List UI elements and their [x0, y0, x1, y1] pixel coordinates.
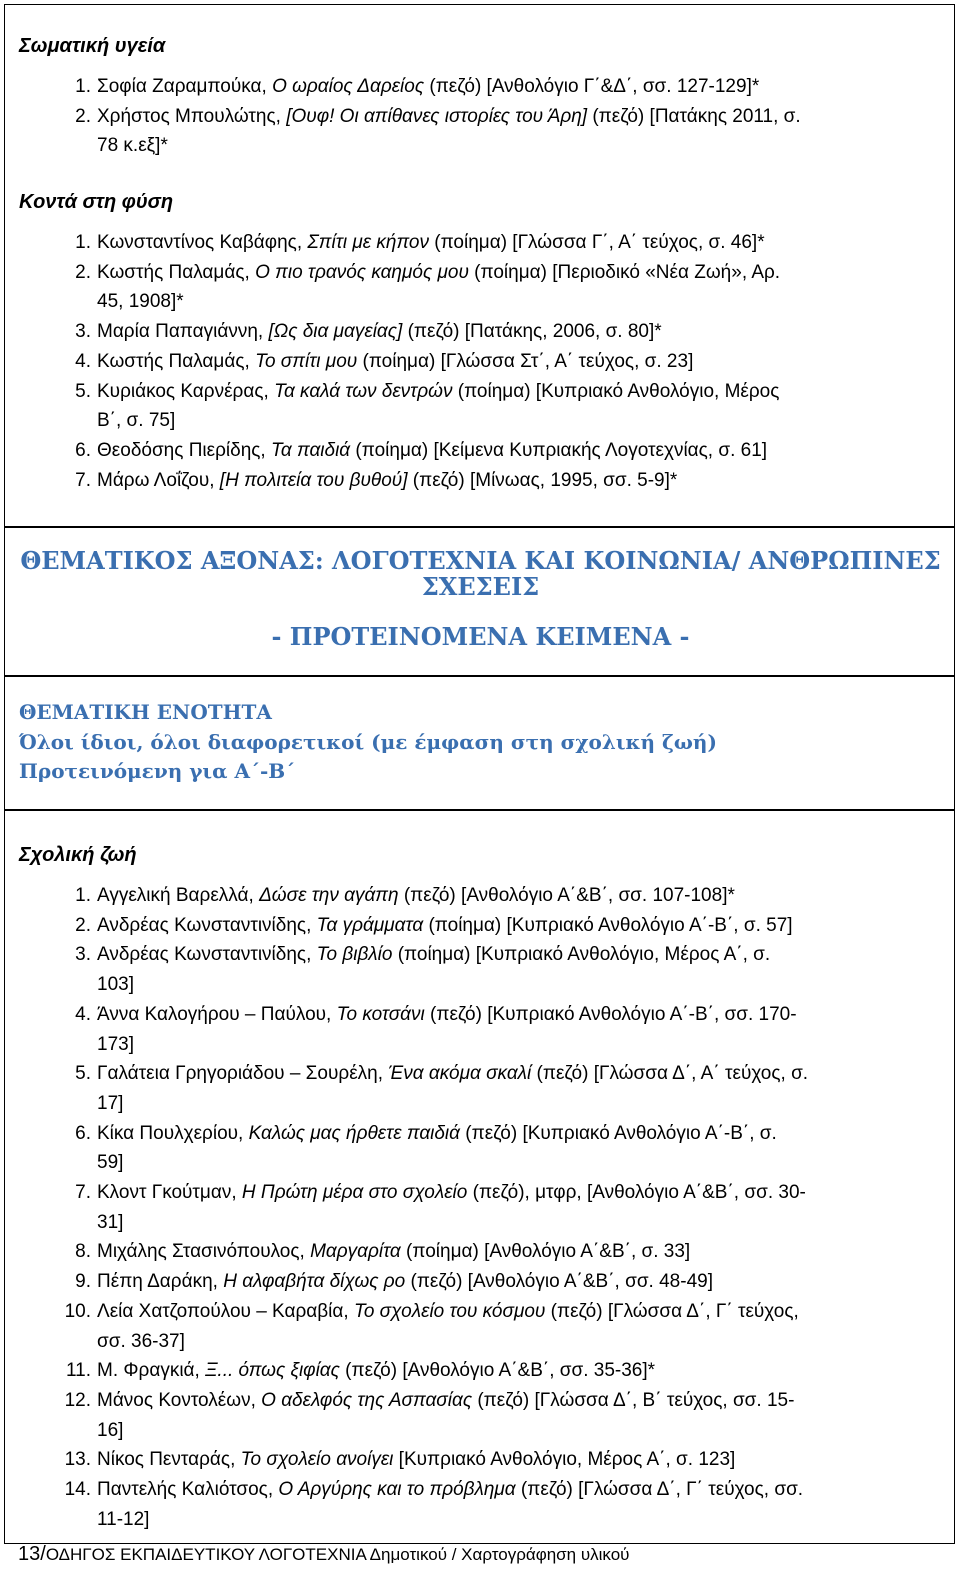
item-number: 1. — [75, 232, 91, 253]
item-author: Μ. Φραγκιά, — [97, 1360, 206, 1382]
axis-title-line1: ΘΕΜΑΤΙΚΟΣ ΑΞΟΝΑΣ: ΛΟΓΟΤΕΧΝΙΑ ΚΑΙ ΚΟΙΝΩΝΙΑ/ ΑΝΘΡΩΠΙΝΕΣ — [20, 546, 941, 575]
item-work-title: [Η πολιτεία του βυθού] — [219, 469, 408, 491]
list-item — [75, 911, 937, 941]
item-details-continued: 45, 1908]* — [97, 291, 184, 313]
proposed-texts-heading: - ΠΡΟΤΕΙΝΟΜΕΝΑ ΚΕΙΜΕΝΑ - — [271, 622, 690, 651]
item-author: Μάρω Λοΐζου, — [97, 469, 220, 491]
item-work-title: Το σχολείο του κόσμου — [353, 1300, 546, 1322]
item-author: Νίκος Πενταράς, — [97, 1449, 241, 1471]
item-details: (ποίημα) [Κυπριακό Ανθολόγιο, Μέρος — [452, 380, 780, 402]
list-item — [75, 940, 937, 999]
item-work-title: Η αλφαβήτα δίχως ρο — [223, 1271, 406, 1293]
item-details-continued: 78 κ.εξ]* — [97, 135, 168, 157]
list-item — [75, 317, 937, 347]
item-details: (ποίημα) [Περιοδικό «Νέα Ζωή», Αρ. — [468, 261, 781, 283]
item-details: (πεζό) [Γλώσσα Δ΄, Α΄ τεύχος, σ. — [531, 1063, 809, 1085]
item-details: (ποίημα) [Γλώσσα Γ΄, Α΄ τεύχος, σ. 46]* — [428, 232, 765, 253]
item-author: Μάνος Κοντολέων, — [97, 1389, 262, 1411]
item-author: Ανδρέας Κωνσταντινίδης, — [97, 914, 317, 936]
item-number: 9. — [75, 1271, 91, 1293]
item-details: (πεζό) [Γλώσσα Δ΄, Γ΄ τεύχος, σσ. — [515, 1479, 804, 1500]
item-work-title: Ο αδελφός της Ασπασίας — [261, 1389, 473, 1411]
item-details: (πεζό) [Γλώσσα Δ΄, Β΄ τεύχος, σσ. 15- — [472, 1389, 795, 1411]
item-number: 4. — [75, 350, 91, 372]
item-details: (πεζό) [Κυπριακό Ανθολόγιο Α΄-Β΄, σ. — [460, 1122, 777, 1144]
item-details: [Κυπριακό Ανθολόγιο, Μέρος Α΄, σ. 123] — [393, 1449, 736, 1471]
item-author: Αγγελική Βαρελλά, — [97, 885, 260, 906]
item-details-continued: 31] — [97, 1211, 124, 1233]
item-details-continued: 173] — [97, 1033, 134, 1055]
list-item — [75, 102, 937, 161]
item-work-title: [Ως δια μαγείας] — [268, 321, 403, 343]
list-item — [75, 1000, 937, 1059]
item-author: Κίκα Πουλχερίου, — [97, 1122, 249, 1144]
section-cell-school-life — [4, 809, 955, 1544]
item-work-title: Δώσε την αγάπη — [259, 885, 399, 906]
item-details: (ποίημα) [Ανθολόγιο Α΄&Β΄, σ. 33] — [400, 1241, 691, 1263]
item-work-title: Η Πρώτη μέρα στο σχολείο — [241, 1182, 468, 1203]
item-number: 1. — [75, 76, 91, 97]
item-details-continued: 16] — [97, 1419, 124, 1441]
list-item — [64, 1475, 937, 1534]
item-author: Κυριάκος Καρνέρας, — [97, 380, 275, 402]
thematic-unit-grade: Προτεινόμενη για Α΄-Β΄ — [19, 759, 296, 783]
item-details: (πεζό) [Γλώσσα Δ΄, Γ΄ τεύχος, — [545, 1300, 799, 1322]
list-item — [75, 258, 937, 317]
document-page — [4, 4, 955, 1548]
item-author: Κωστής Παλαμάς, — [97, 261, 256, 283]
section-cell-health-nature — [4, 4, 955, 528]
item-details: (ποίημα) [Κείμενα Κυπριακής Λογοτεχνίας, σ. 61] — [350, 439, 768, 461]
item-details: (πεζό) [Ανθολόγιο Α΄&Β΄, σσ. 35-36]* — [339, 1360, 656, 1382]
section-title-health: Σωματική υγεία — [19, 35, 166, 57]
item-work-title: Ο ωραίος Δαρείος — [272, 76, 425, 97]
item-details-continued: 59] — [97, 1152, 124, 1174]
item-details: (ποίημα) [Κυπριακό Ανθολόγιο, Μέρος Α΄, σ. — [392, 944, 771, 966]
item-author: Κλοντ Γκούτμαν, — [97, 1182, 242, 1203]
item-author: Σοφία Ζαραμπούκα, — [97, 76, 273, 97]
item-author: Χρήστος Μπουλώτης, — [97, 105, 287, 127]
list-item — [64, 1386, 937, 1445]
item-work-title: Το κοτσάνι — [336, 1003, 425, 1025]
item-work-title: Το σπίτι μου — [255, 350, 358, 372]
list-item — [75, 466, 937, 496]
item-details-continued: 17] — [97, 1092, 124, 1114]
list-item — [75, 1119, 937, 1178]
axis-title-line2: ΣΧΕΣΕΙΣ — [421, 572, 540, 601]
item-details: (πεζό) [Πατάκης 2011, σ. — [587, 105, 801, 127]
item-author: Μιχάλης Στασινόπουλος, — [97, 1241, 311, 1263]
item-details: (ποίημα) [Γλώσσα Στ΄, Α΄ τεύχος, σ. 23] — [357, 350, 694, 372]
item-work-title: Ξ... όπως ξιφίας — [205, 1360, 340, 1382]
item-number: 7. — [75, 1182, 91, 1203]
item-work-title: Σπίτι με κήπον — [307, 232, 429, 253]
list-item — [75, 1237, 937, 1267]
item-number: 14. — [64, 1479, 91, 1500]
item-details-continued: Β΄, σ. 75] — [97, 410, 176, 432]
item-work-title: Ο Αργύρης και το πρόβλημα — [278, 1479, 516, 1500]
page-footer — [18, 1543, 629, 1566]
item-work-title: Το βιβλίο — [316, 944, 393, 966]
item-number: 5. — [75, 1063, 91, 1085]
item-work-title: Τα παιδιά — [271, 439, 351, 461]
item-details: (πεζό) [Κυπριακό Ανθολόγιο Α΄-Β΄, σσ. 170- — [424, 1003, 797, 1025]
item-work-title: Τα καλά των δεντρών — [274, 380, 453, 402]
item-number: 3. — [75, 944, 91, 966]
list-item — [75, 881, 937, 911]
item-details-continued: 103] — [97, 974, 134, 996]
item-details: (πεζό) [Πατάκης, 2006, σ. 80]* — [402, 321, 662, 343]
item-number: 3. — [75, 321, 91, 343]
item-number: 11. — [65, 1360, 91, 1382]
item-number: 4. — [75, 1003, 91, 1025]
thematic-unit-title: Όλοι ίδιοι, όλοι διαφορετικοί (με έμφαση στη σχολική ζωή) — [19, 730, 717, 754]
thematic-unit-cell — [4, 675, 955, 811]
item-author: Κωστής Παλαμάς, — [97, 350, 256, 372]
list-item — [75, 1178, 937, 1237]
item-author: Κωνσταντίνος Καβάφης, — [97, 232, 308, 253]
section-title-school-life: Σχολική ζωή — [19, 844, 137, 866]
item-number: 1. — [75, 885, 91, 906]
item-work-title: Τα γράμματα — [316, 914, 424, 936]
item-author: Παντελής Καλιότσος, — [97, 1479, 279, 1500]
page-number: 13/ — [18, 1543, 46, 1565]
list-item — [64, 1445, 937, 1475]
list-item — [64, 1297, 937, 1356]
list-item — [75, 1267, 937, 1297]
item-number: 2. — [75, 914, 91, 936]
item-work-title: Ένα ακόμα σκαλί — [388, 1063, 532, 1085]
item-work-title: Το σχολείο ανοίγει — [240, 1449, 394, 1471]
item-details: (πεζό) [Ανθολόγιο Γ΄&Δ΄, σσ. 127-129]* — [424, 76, 760, 97]
item-number: 7. — [75, 469, 91, 491]
item-work-title: Ο πιο τρανός καημός μου — [255, 261, 469, 283]
item-author: Γαλάτεια Γρηγοριάδου – Σουρέλη, — [97, 1063, 389, 1085]
item-number: 2. — [75, 261, 91, 283]
list-item — [65, 1356, 937, 1386]
item-number: 8. — [75, 1241, 91, 1263]
item-details: (πεζό) [Ανθολόγιο Α΄&Β΄, σσ. 48-49] — [405, 1271, 713, 1293]
item-author: Άννα Καλογήρου – Παύλου, — [97, 1003, 337, 1025]
section-title-nature: Κοντά στη φύση — [19, 191, 174, 213]
item-number: 13. — [64, 1449, 91, 1471]
item-author: Ανδρέας Κωνσταντινίδης, — [97, 944, 317, 966]
item-number: 6. — [75, 439, 91, 461]
item-details: (ποίημα) [Κυπριακό Ανθολόγιο Α΄-Β΄, σ. 57] — [423, 914, 793, 936]
item-author: Μαρία Παπαγιάννη, — [97, 321, 269, 343]
item-work-title: Καλώς μας ήρθετε παιδιά — [248, 1122, 460, 1144]
list-item — [75, 1059, 937, 1118]
item-number: 12. — [64, 1389, 91, 1411]
item-number: 5. — [75, 380, 91, 402]
item-author: Πέπη Δαράκη, — [97, 1271, 224, 1293]
footer-text: ΟΔΗΓΟΣ ΕΚΠΑΙΔΕΥΤΙΚΟΥ ΛΟΓΟΤΕΧΝΙΑ Δημοτικού / Χαρτογράφηση υλικού — [45, 1545, 630, 1564]
item-number: 6. — [75, 1122, 91, 1144]
list-item — [75, 377, 937, 436]
item-details-continued: 11-12] — [97, 1508, 150, 1530]
list-item — [75, 228, 937, 258]
list-item — [75, 72, 937, 102]
item-details: (πεζό), μτφρ, [Ανθολόγιο Α΄&Β΄, σσ. 30- — [467, 1182, 806, 1203]
thematic-unit-label: ΘΕΜΑΤΙΚΗ ΕΝΟΤΗΤΑ — [19, 700, 272, 724]
item-work-title: Μαργαρίτα — [310, 1241, 401, 1263]
item-author: Λεία Χατζοπούλου – Καραβία, — [97, 1300, 354, 1322]
axis-heading-cell — [4, 526, 955, 677]
item-number: 10. — [64, 1300, 91, 1322]
item-details-continued: σσ. 36-37] — [97, 1330, 185, 1352]
item-number: 2. — [75, 105, 91, 127]
item-author: Θεοδόσης Πιερίδης, — [97, 439, 271, 461]
list-item — [75, 436, 937, 466]
list-item — [75, 347, 937, 377]
item-details: (πεζό) [Μίνωας, 1995, σσ. 5-9]* — [407, 469, 678, 491]
item-details: (πεζό) [Ανθολόγιο Α΄&Β΄, σσ. 107-108]* — [398, 885, 735, 906]
item-work-title: [Ουφ! Οι απίθανες ιστορίες του Άρη] — [286, 105, 588, 127]
